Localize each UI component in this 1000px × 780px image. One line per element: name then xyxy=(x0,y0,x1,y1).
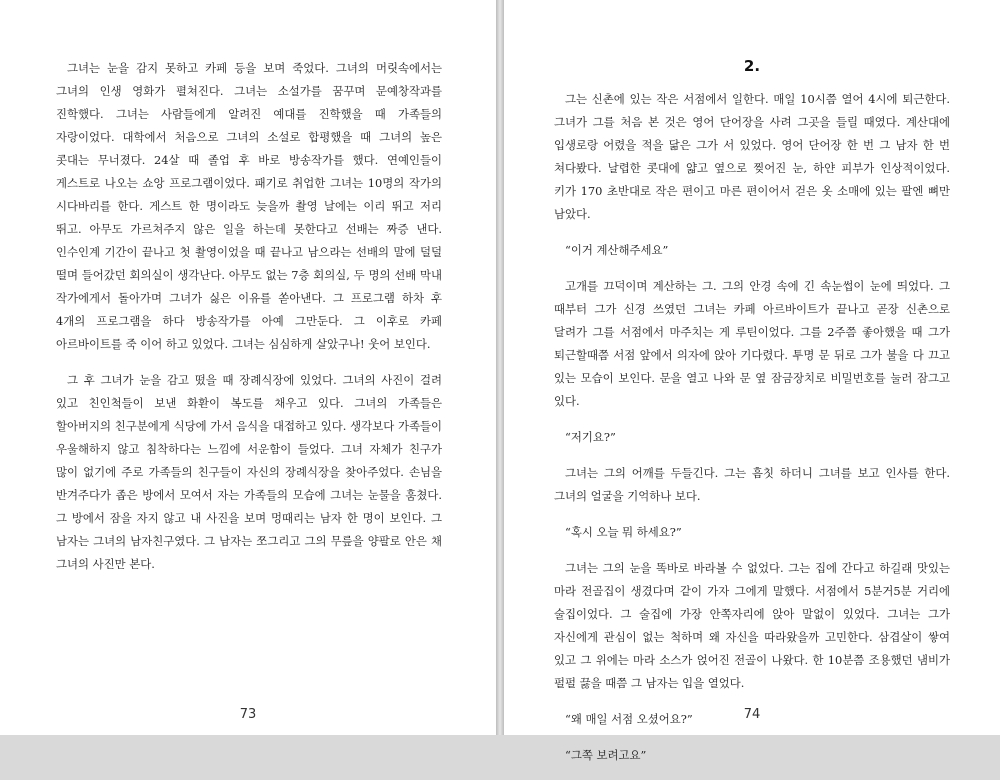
right-page xyxy=(504,0,1000,762)
dialogue-line: “저기요?” xyxy=(565,430,616,444)
right-page-body xyxy=(554,88,950,780)
dialogue-line: “혹시 오늘 뭐 하세요?” xyxy=(565,525,682,539)
paragraph: 고개를 끄덕이며 계산하는 그. 그의 안경 속에 긴 속눈썹이 눈에 띄었다. 그 때부터 그가 신경 쓰였던 그녀는 카페 아르바이트가 끝나고 곧장 신촌으로 달려가 그를 서점에서 마주치는 게 루틴이었다. 그를 2주쯤 좋아했을 때 그가 퇴근할때쯤 서점 앞에서 의자에 앉아 기다렸다. 투명 문 뒤로 그가 불을 다 끄고 있는 모습이 보인다. 문을 열고 나와 문 옆 잠금장치로 비밀번호를 눌러 잠그고 있다. xyxy=(554,279,950,408)
dialogue-line: “이거 계산해주세요” xyxy=(565,243,669,257)
left-page xyxy=(0,0,496,735)
page-number: 73 xyxy=(239,707,257,722)
paragraph: 그 후 그녀가 눈을 감고 떴을 때 장례식장에 있었다. 그녀의 사진이 걸려 있고 친인척들이 보낸 화환이 복도를 채우고 있다. 그녀의 가족들은 할아버지의 친구분에게 식당에 가서 음식을 대접하고 있다. 생각보다 가족들이 우울해하지 않고 침착하다는 느낌에 서운함이 들었다. 그녀 자체가 친구가 많이 없기에 주로 가족들의 친구들이 자신의 장례식장을 찾아주었다. 손님을 반겨주다가 좁은 방에서 모여서 자는 가족들의 모습에 그녀는 눈물을 훔쳤다. 그 방에서 잠을 자지 않고 내 사진을 보며 멍때리는 남자 한 명이 보인다. 그 남자는 그녀의 남자친구였다. 그 남자는 쪼그리고 그의 무릎을 양팔로 안은 채 그녀의 사진만 본다. xyxy=(56,373,442,571)
dialogue-line: “왜 매일 서점 오셨어요?” xyxy=(565,712,693,726)
page-number: 74 xyxy=(743,707,761,722)
paragraph: 그녀는 그의 눈을 똑바로 바라볼 수 없었다. 그는 집에 간다고 하길래 맛있는 마라 전골집이 생겼다며 같이 가자 그에게 말했다. 서점에서 5분거5분 거리에 술집이었다. 그 술집에 가장 안쪽자리에 앉아 말없이 있었다. 그녀는 그가 자신에게 관심이 없는 척하며 왜 자신을 따라왔을까 고민한다. 삼겹살이 쌓여 있고 그 위에는 마라 소스가 얹어진 전골이 나왔다. 한 10분쯤 조용했던 냄비가 펄펄 끓을 때쯤 그 남자는 입을 열었다. xyxy=(554,561,950,690)
dialogue-line: “그쪽 보려고요” xyxy=(565,748,647,762)
chapter-number: 2. xyxy=(743,57,761,75)
paragraph: 그녀는 그의 어깨를 두들긴다. 그는 흠칫 하더니 그녀를 보고 인사를 한다. 그녀의 얼굴을 기억하나 보다. xyxy=(554,466,950,503)
book-gutter xyxy=(496,0,504,735)
paragraph: 그는 신촌에 있는 작은 서점에서 일한다. 매일 10시쯤 열어 4시에 퇴근한다. 그녀가 그를 처음 본 것은 영어 단어장을 사려 그곳을 들릴 때였다. 계산대에 입생로랑 어렸을 적을 닮은 그가 서 있었다. 영어 단어장 한 번 그 남자 한 번 쳐다봤다. 날렵한 콧대에 얇고 옆으로 찢어진 눈, 하얀 피부가 인상적이었다. 키가 170 초반대로 작은 편이고 마른 편이어서 걷은 옷 소매에 있는 팔엔 뼈만 남았다. xyxy=(554,92,950,221)
left-page-body xyxy=(56,57,442,589)
paragraph: 그녀는 눈을 감지 못하고 카페 등을 보며 죽었다. 그녀의 머릿속에서는 그녀의 인생 영화가 펼쳐진다. 그녀는 소설가를 꿈꾸며 문예창작과를 진학했다. 그녀는 사람들에게 알려진 예대를 진학했을 때 가족들의 자랑이었다. 대학에서 처음으로 그녀의 소설로 합평했을 때 그녀의 높은 콧대는 무너졌다. 24살 때 졸업 후 바로 방송작가를 했다. 연예인들이 게스트로 나오는 쇼앙 프로그램이었다. 패기로 취업한 그녀는 10명의 작가의 시다바리를 한다. 게스트 한 명이라도 늦을까 촬영 날에는 이리 뛰고 저리 뛰고. 아무도 가르쳐주지 않은 일을 하는데 못한다고 선배는 짜증 낸다. 인수인계 기간이 끝나고 첫 촬영이었을 때 끝나고 남으라는 선배의 말에 덜덜 떨며 들어갔던 회의실이 생각난다. 아무도 없는 7층 회의실, 두 명의 선배 막내 작가에게서 돌아가며 그녀가 싫은 이유를 쏟아낸다. 그 프로그램 하차 후 4개의 프로그램을 하다 방송작가를 아예 그만둔다. 그 이후로 카페 아르바이트를 죽 이어 하고 있었다. 그녀는 심심하게 살았구나! 웃어 보인다. xyxy=(56,61,442,351)
